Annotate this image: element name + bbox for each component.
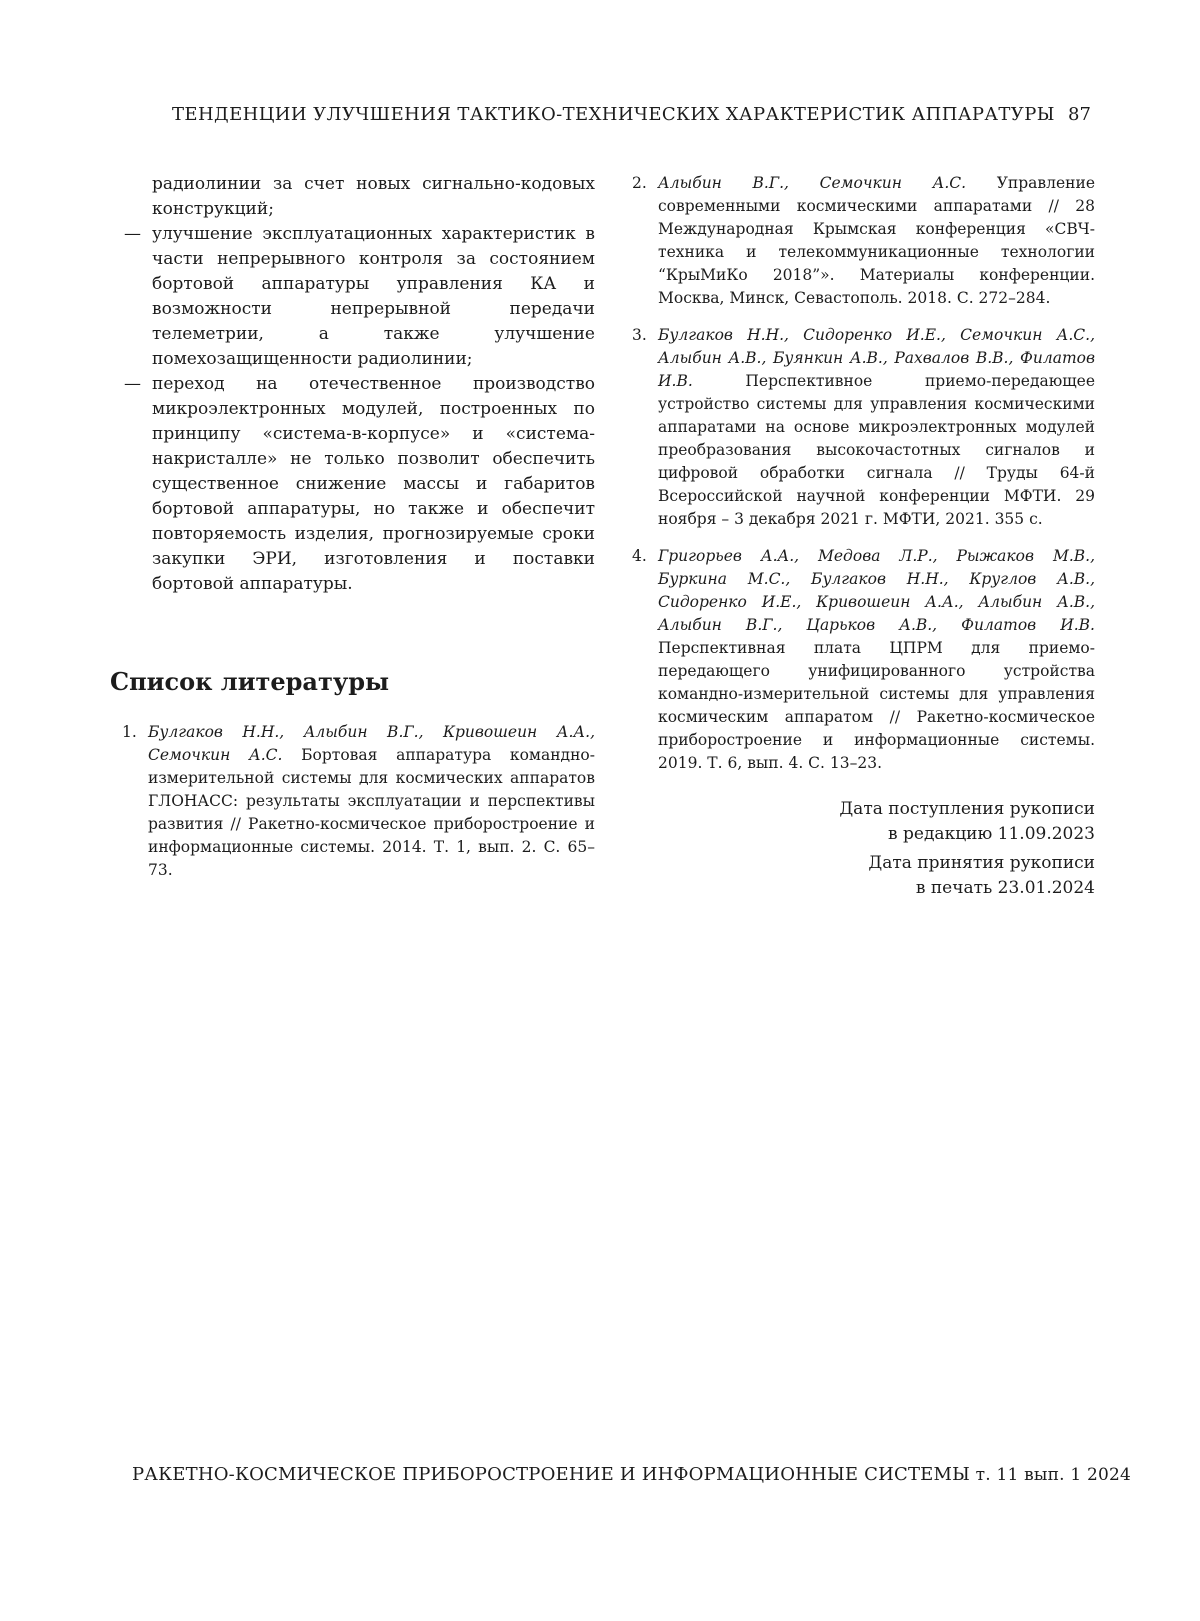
list-item: [110, 222, 595, 372]
accepted-line-2: в печать 23.01.2024: [915, 878, 1095, 898]
accepted-date: [620, 851, 1095, 901]
dash-marker: —: [124, 224, 141, 244]
right-column: [620, 172, 1095, 905]
list-item: [110, 372, 595, 597]
list-item-text: переход на отечественное производство микроэлектронных модулей, построенных по принципу «система-в-корпусе» и «система-накристалле» не только позволит обеспечить существенное снижение массы и габаритов бортовой аппаратуры, но также и обеспечит повторяемость изделия, прогнозируемые сроки закупки ЭРИ, изготовления и поставки бортовой аппаратуры.: [152, 374, 595, 594]
reference-item: [620, 545, 1095, 775]
reference-text: Перспективная плата ЦПРМ для приемо-передающего унифицированного устройства командно-измерительной системы для управления космическим аппаратом // Ракетно-космическое приборостроение и информационные системы. 2019. Т. 6, вып. 4. С. 13–23.: [658, 639, 1095, 772]
continuation-text: радиолинии за счет новых сигнально-кодовых конструкций;: [152, 174, 595, 219]
received-line-2: в редакцию 11.09.2023: [888, 824, 1095, 844]
reference-number: 2.: [632, 174, 647, 192]
reference-number: 4.: [632, 547, 647, 565]
reference-number: 3.: [632, 326, 647, 344]
references-heading: Список литературы: [110, 667, 390, 696]
reference-item: [110, 721, 595, 882]
reference-item: [620, 172, 1095, 310]
reference-text: Бортовая аппаратура командно-измерительной системы для космических аппаратов ГЛОНАСС: результаты эксплуатации и перспективы развития // Ракетно-космическое приборостроение и информационные системы. 2014. Т. 1, вып. 2. С. 65–73.: [148, 746, 595, 879]
journal-footer: [132, 1464, 1132, 1485]
received-date: [620, 797, 1095, 847]
reference-text: Управление современными космическими аппаратами // 28 Международная Крымская конференция «СВЧ-техника и телекоммуникационные технологии “КрыМиКо 2018”». Материалы конференции. Москва, Минск, Севастополь. 2018. С. 272–284.: [658, 174, 1095, 307]
running-head: ТЕНДЕНЦИИ УЛУЧШЕНИЯ ТАКТИКО-ТЕХНИЧЕСКИХ ХАРАКТЕРИСТИК АППАРАТУРЫ: [172, 104, 1055, 125]
left-column: [110, 172, 595, 896]
journal-title: РАКЕТНО-КОСМИЧЕСКОЕ ПРИБОРОСТРОЕНИЕ И ИНФОРМАЦИОННЫЕ СИСТЕМЫ: [132, 1464, 971, 1485]
received-line-1: Дата поступления рукописи: [839, 799, 1095, 819]
reference-authors: Григорьев А.А., Медова Л.Р., Рыжаков М.В., Буркина М.С., Булгаков Н.Н., Круглов А.В., Сидоренко И.Е., Кривошеин А.А., Алыбин А.В., Алыбин В.Г., Царьков А.В., Филатов И.В.: [658, 547, 1095, 634]
journal-volume: т. 11 вып. 1 2024: [970, 1465, 1132, 1485]
manuscript-dates: [620, 797, 1095, 901]
accepted-line-1: Дата принятия рукописи: [868, 853, 1095, 873]
dash-list: [110, 222, 595, 597]
reference-authors: Булгаков Н.Н., Алыбин В.Г., Кривошеин А.А., Семочкин А.С.: [148, 723, 595, 764]
reference-authors: Алыбин В.Г., Семочкин А.С.: [658, 174, 967, 192]
dash-marker: —: [124, 374, 141, 394]
page-number: 87: [1068, 104, 1091, 125]
reference-item: [620, 324, 1095, 531]
reference-text: Перспективное приемо-передающее устройство системы для управления космическими аппаратами на основе микроэлектронных модулей преобразования высокочастотных сигналов и цифровой обработки сигнала // Труды 64-й Всероссийской научной конференции МФТИ. 29 ноября – 3 декабря 2021 г. МФТИ, 2021. 355 с.: [658, 372, 1095, 528]
list-item-text: улучшение эксплуатационных характеристик в части непрерывного контроля за состоянием бортовой аппаратуры управления КА и возможности непрерывной передачи телеметрии, а также улучшение помехозащищенности радиолинии;: [152, 224, 595, 369]
reference-authors: Булгаков Н.Н., Сидоренко И.Е., Семочкин А.С., Алыбин А.В., Буянкин А.В., Рахвалов В.В., Филатов И.В.: [658, 326, 1095, 390]
reference-number: 1.: [122, 723, 137, 741]
